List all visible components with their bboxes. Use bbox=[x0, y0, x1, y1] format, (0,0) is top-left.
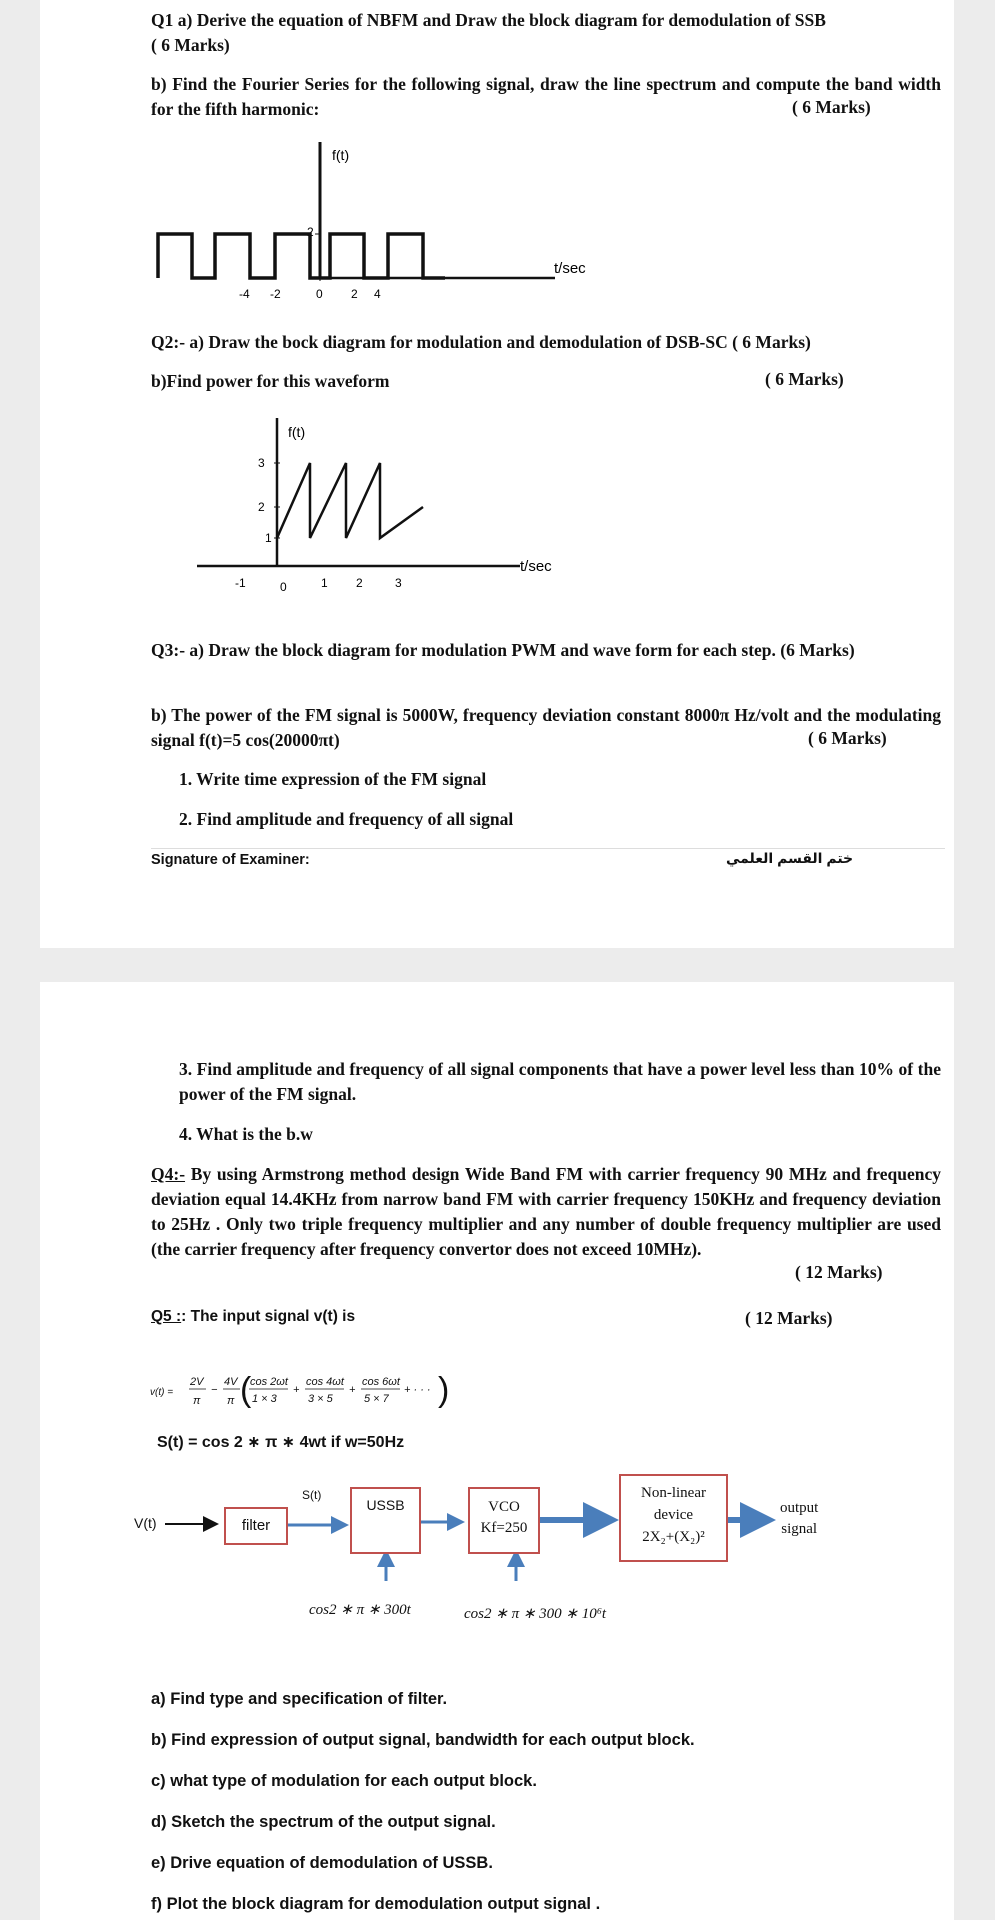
q3-item4: 4. What is the b.w bbox=[179, 1124, 313, 1144]
q5-text: Q5 :: The input signal v(t) is bbox=[151, 1308, 356, 1325]
q1-tick-0: 0 bbox=[316, 287, 323, 301]
q2-ytick-1: 1 bbox=[265, 531, 272, 545]
q2-xtick-1: 1 bbox=[321, 576, 328, 590]
q2-ylabel: f(t) bbox=[288, 424, 306, 440]
q2-xtick-3: 3 bbox=[395, 576, 402, 590]
sub-question-c: c) what type of modulation for each output block. bbox=[151, 1772, 537, 1790]
q2-sawtooth-wave bbox=[277, 463, 423, 538]
vt-label: V(t) bbox=[134, 1515, 157, 1531]
q2-x-ticks bbox=[235, 576, 402, 594]
svg-text:cos 6ωt: cos 6ωt bbox=[362, 1376, 400, 1388]
q3-item1: 1. Write time expression of the FM signal bbox=[179, 769, 487, 789]
q2-xlabel: t/sec bbox=[520, 558, 552, 575]
q1-tick-4: 4 bbox=[374, 287, 381, 301]
output-signal-label: output signal bbox=[780, 1500, 819, 1537]
svg-text:+: + bbox=[349, 1384, 356, 1396]
q2-xtick-0: 0 bbox=[280, 580, 287, 594]
svg-text:5 × 7: 5 × 7 bbox=[364, 1393, 389, 1405]
signature-label: Signature of Examiner: bbox=[151, 852, 310, 868]
nonlinear-label-1: Non-linear bbox=[641, 1485, 706, 1501]
st-label: S(t) bbox=[302, 1488, 322, 1502]
q1-tick-2: 2 bbox=[351, 287, 358, 301]
q1-xlabel: t/sec bbox=[554, 260, 586, 277]
q2-xtick-2: 2 bbox=[356, 576, 363, 590]
q1b-marks: ( 6 Marks) bbox=[792, 97, 871, 117]
sub-question-b: b) Find expression of output signal, bandwidth for each output block. bbox=[151, 1731, 695, 1749]
svg-text:2V: 2V bbox=[190, 1376, 204, 1388]
ussb-label: USSB bbox=[366, 1497, 405, 1513]
q2a-text: Q2:- a) Draw the bock diagram for modulation and demodulation of DSB-SC ( 6 Marks) bbox=[151, 332, 811, 352]
sub-question-d: d) Sketch the spectrum of the output signal. bbox=[151, 1813, 496, 1831]
svg-text:(: ( bbox=[240, 1371, 252, 1409]
q1-amplitude-label: 2 bbox=[307, 225, 314, 239]
svg-text:−: − bbox=[211, 1384, 218, 1396]
q5-marks: ( 12 Marks) bbox=[745, 1308, 833, 1328]
q3a-text: Q3:- a) Draw the block diagram for modulation PWM and wave form for each step. (6 Marks) bbox=[151, 640, 855, 660]
exam-page-1 bbox=[40, 0, 954, 948]
carrier2-label: cos2 ∗ π ∗ 300 ∗ 10⁶t bbox=[464, 1606, 607, 1622]
q2-sawtooth-graph bbox=[40, 410, 954, 600]
svg-text:): ) bbox=[438, 1371, 450, 1409]
q5-label: Q5 : bbox=[151, 1308, 182, 1325]
ussb-block bbox=[350, 1487, 421, 1554]
sub-question-e: e) Drive equation of demodulation of USSB. bbox=[151, 1854, 493, 1872]
sub-question-f: f) Plot the block diagram for demodulation output signal . bbox=[151, 1895, 601, 1913]
svg-text:cos 2ωt: cos 2ωt bbox=[250, 1376, 288, 1388]
st-equation: S(t) = cos 2 ∗ π ∗ 4wt if w=50Hz bbox=[157, 1434, 405, 1451]
q2-ytick-2: 2 bbox=[258, 500, 265, 514]
q3b-text: b) The power of the FM signal is 5000W, frequency deviation constant 8000π Hz/volt and the modulating signal f(t)=5 cos(20000πt) bbox=[151, 705, 941, 750]
q3-item2: 2. Find amplitude and frequency of all signal bbox=[179, 809, 514, 829]
q1-x-ticks bbox=[239, 287, 381, 301]
nonlinear-label-3: 2X₂+(X₂)² bbox=[642, 1529, 705, 1545]
svg-text:1 × 3: 1 × 3 bbox=[252, 1393, 277, 1405]
svg-text:π: π bbox=[193, 1395, 201, 1407]
q4-text: Q4:- By using Armstrong method design Wide Band FM with carrier frequency 90 MHz and frequency deviation equal 14.4KHz from narrow band FM with carrier frequency 150KHz and frequency deviation to 25Hz . Only two triple frequency multiplier and any number of double frequency multiplier are used (the carrier frequency after frequency convertor does not exceed 10MHz). bbox=[151, 1164, 941, 1259]
vco-label: VCO bbox=[488, 1499, 520, 1515]
svg-text:v(t) =: v(t) = bbox=[150, 1387, 174, 1398]
q4-label: Q4:- bbox=[151, 1164, 186, 1184]
nonlinear-device-block bbox=[619, 1474, 728, 1562]
sub-question-a: a) Find type and specification of filter. bbox=[151, 1690, 448, 1708]
q4-marks: ( 12 Marks) bbox=[795, 1262, 883, 1282]
svg-text:3 × 5: 3 × 5 bbox=[308, 1393, 333, 1405]
nonlinear-label-2: device bbox=[653, 1507, 694, 1523]
filter-block bbox=[224, 1507, 288, 1545]
kf-label: Kf=250 bbox=[480, 1520, 528, 1536]
q2b-marks: ( 6 Marks) bbox=[765, 369, 844, 389]
q2b-text: b)Find power for this waveform bbox=[151, 371, 390, 391]
q1-pulse-train bbox=[158, 234, 445, 278]
q2-ytick-3: 3 bbox=[258, 456, 265, 470]
svg-text:4V: 4V bbox=[224, 1376, 238, 1388]
exam-page-2 bbox=[40, 982, 954, 1920]
q3b-marks: ( 6 Marks) bbox=[808, 728, 887, 748]
svg-text:+: + bbox=[293, 1384, 300, 1396]
svg-text:+ · · ·: + · · · bbox=[404, 1384, 431, 1396]
signature-divider bbox=[151, 848, 945, 849]
department-stamp-label: ختم القسم العلمي bbox=[726, 850, 854, 866]
vt-series-equation bbox=[148, 1362, 488, 1422]
q1b-text: b) Find the Fourier Series for the following signal, draw the line spectrum and compute the band width for the fifth harmonic: bbox=[151, 74, 941, 119]
vco-block bbox=[468, 1487, 540, 1554]
svg-text:π: π bbox=[227, 1395, 235, 1407]
q2-xtick-neg1: -1 bbox=[235, 576, 246, 590]
svg-text:cos 4ωt: cos 4ωt bbox=[306, 1376, 344, 1388]
q1-tick-neg2: -2 bbox=[270, 287, 281, 301]
carrier1-label: cos2 ∗ π ∗ 300t bbox=[309, 1602, 411, 1618]
q1a-text: Q1 a) Derive the equation of NBFM and Draw the block diagram for demodulation of SSB ( 6 Marks) bbox=[151, 10, 826, 55]
q1-pulse-graph bbox=[40, 130, 954, 310]
q1-tick-neg4: -4 bbox=[239, 287, 250, 301]
q1-ylabel: f(t) bbox=[332, 147, 350, 163]
q3-item3: 3. Find amplitude and frequency of all signal components that have a power level less than 10% of the power of the FM signal. bbox=[179, 1059, 941, 1104]
filter-label: filter bbox=[241, 1517, 271, 1534]
